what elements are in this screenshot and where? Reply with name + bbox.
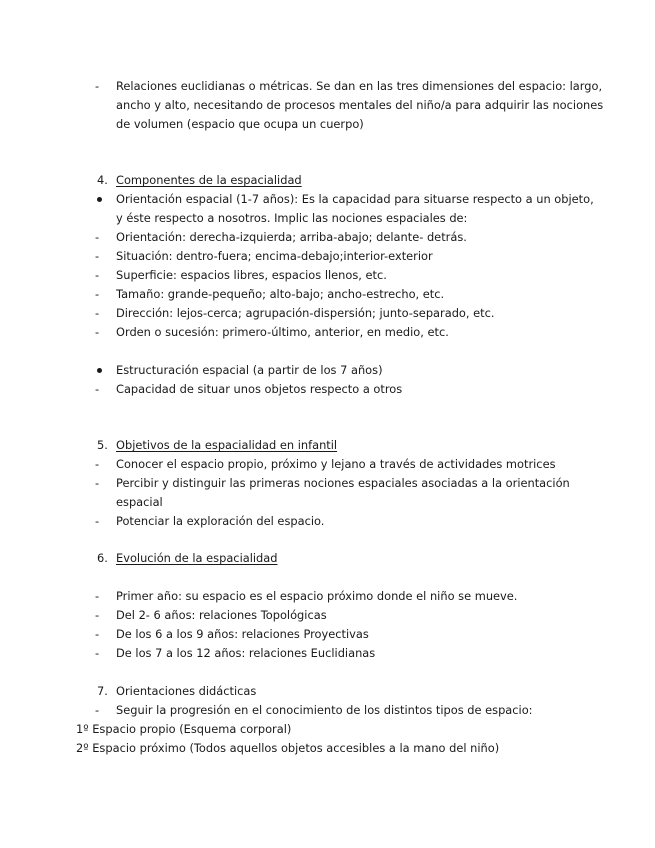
section6-item-1: Primer año: su espacio es el espacio próximo donde el niño se mueve. xyxy=(116,589,518,603)
section4-bullet1-line-2: y éste respecto a nosotros. Implic las nociones espaciales de: xyxy=(116,211,468,225)
section6-heading: Evolución de la espacialidad xyxy=(116,551,278,565)
section5-number: 5. xyxy=(97,438,108,452)
section5-heading: Objetivos de la espacialidad en infantil xyxy=(116,438,338,452)
dash-marker: - xyxy=(95,646,100,660)
section5-item-3: Potenciar la exploración del espacio. xyxy=(116,514,325,528)
dash-marker: - xyxy=(95,457,100,471)
dash-marker: - xyxy=(95,382,100,396)
bullet-icon xyxy=(97,197,102,202)
list-item-orientacion: Orientación: derecha-izquierda; arriba-abajo; delante- detrás. xyxy=(116,230,467,244)
section5-item-1: Conocer el espacio propio, próximo y lejano a través de actividades motrices xyxy=(116,457,556,471)
section6-item-4: De los 7 a los 12 años: relaciones Euclidianas xyxy=(116,646,376,660)
dash-marker: - xyxy=(95,249,100,263)
section7-item-1: Seguir la progresión en el conocimiento de los distintos tipos de espacio: xyxy=(116,703,533,717)
section7-heading: Orientaciones didácticas xyxy=(116,684,257,698)
dash-marker: - xyxy=(95,514,100,528)
section5-item-2-line-1: Percibir y distinguir las primeras nociones espaciales asociadas a la orientación xyxy=(116,476,570,490)
section7-number: 7. xyxy=(97,684,108,698)
dash-marker: - xyxy=(95,268,100,282)
section7-numbered-2: 2º Espacio próximo (Todos aquellos objetos accesibles a la mano del niño) xyxy=(76,741,500,755)
dash-marker: - xyxy=(95,589,100,603)
list-item-orden: Orden o sucesión: primero-último, anterior, en medio, etc. xyxy=(116,325,449,339)
dash-marker: - xyxy=(95,703,100,717)
list-item-direccion: Dirección: lejos-cerca; agrupación-dispersión; junto-separado, etc. xyxy=(116,306,495,320)
list-item-tamano: Tamaño: grande-pequeño; alto-bajo; ancho-estrecho, etc. xyxy=(116,287,445,301)
section4-bullet2-marker xyxy=(97,361,102,379)
list-item-situacion: Situación: dentro-fuera; encima-debajo;interior-exterior xyxy=(116,249,433,263)
dash-marker: - xyxy=(95,325,100,339)
section4-number: 4. xyxy=(97,173,108,187)
section6-number: 6. xyxy=(97,551,108,565)
list-item-superficie: Superficie: espacios libres, espacios llenos, etc. xyxy=(116,268,387,282)
dash-marker: - xyxy=(95,627,100,641)
intro-line-3: de volumen (espacio que ocupa un cuerpo) xyxy=(116,117,364,131)
section7-numbered-1: 1º Espacio propio (Esquema corporal) xyxy=(76,722,292,736)
section4-bullet2: Estructuración espacial (a partir de los 7 años) xyxy=(116,363,383,377)
dash-marker: - xyxy=(95,230,100,244)
intro-line-1: Relaciones euclidianas o métricas. Se dan en las tres dimensiones del espacio: largo, xyxy=(116,79,603,93)
dash-marker: - xyxy=(95,287,100,301)
dash-marker: - xyxy=(95,476,100,490)
section4-bullet1-line-1: Orientación espacial (1-7 años): Es la capacidad para situarse respecto a un objeto, xyxy=(116,192,594,206)
section6-item-2: Del 2- 6 años: relaciones Topológicas xyxy=(116,608,327,622)
bullet-icon xyxy=(97,368,102,373)
dash-marker: - xyxy=(95,306,100,320)
section6-item-3: De los 6 a los 9 años: relaciones Proyectivas xyxy=(116,627,369,641)
section4-bullet1-marker xyxy=(97,190,102,208)
section4-heading: Componentes de la espacialidad xyxy=(116,173,302,187)
section4-bullet2-dash: Capacidad de situar unos objetos respecto a otros xyxy=(116,382,403,396)
intro-dash: - xyxy=(95,79,100,93)
intro-line-2: ancho y alto, necesitando de procesos mentales del niño/a para adquirir las nociones xyxy=(116,98,604,112)
section5-item-2-line-2: espacial xyxy=(116,495,163,509)
dash-marker: - xyxy=(95,608,100,622)
